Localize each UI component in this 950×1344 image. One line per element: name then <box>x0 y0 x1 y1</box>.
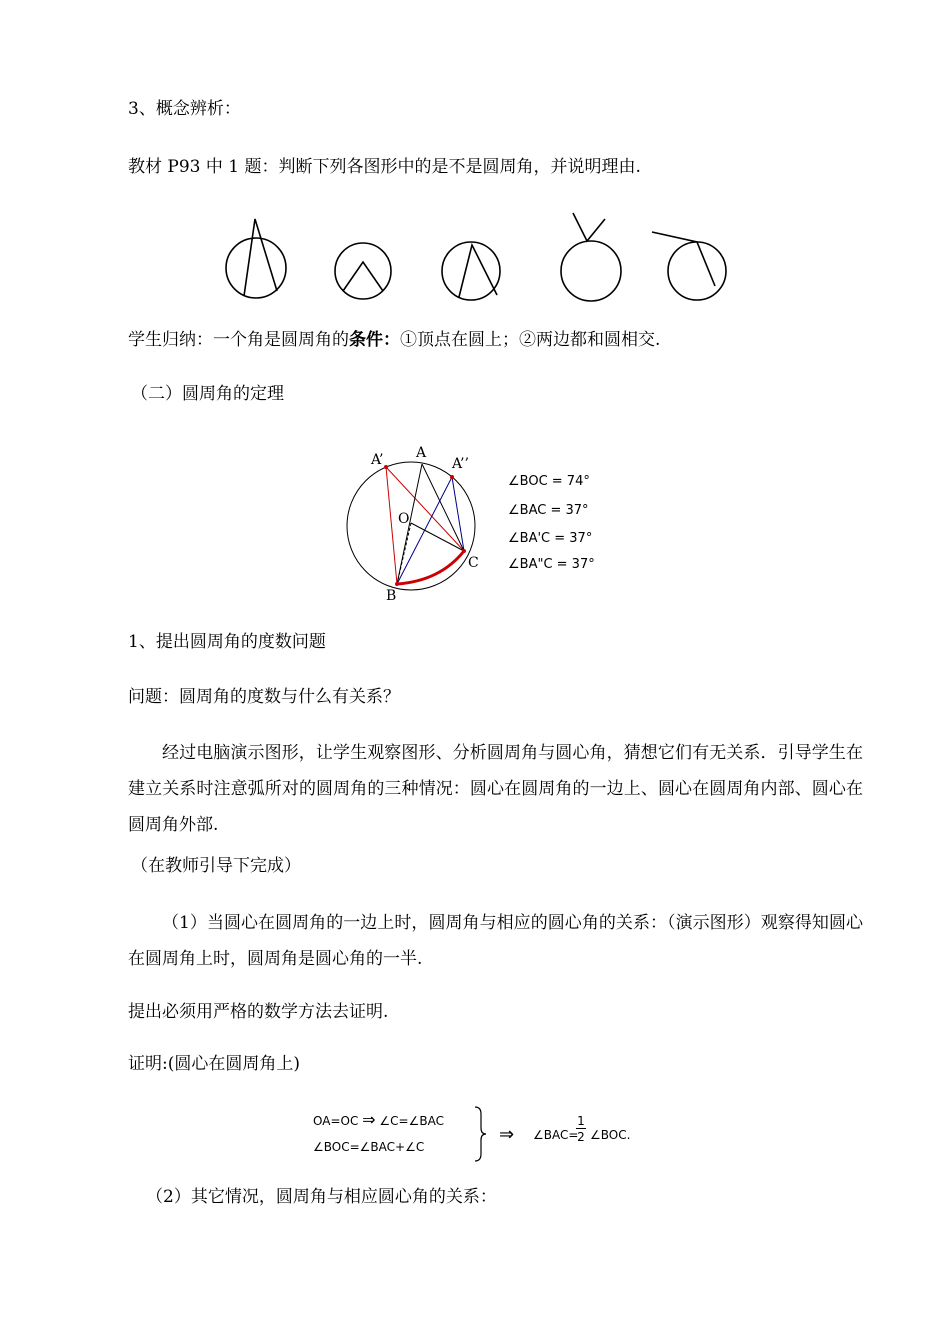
angle-judgement-figures <box>215 205 775 315</box>
conclusion-right: ∠BOC. <box>590 1128 631 1142</box>
proof-line1-left: OA=OC <box>313 1114 359 1128</box>
summary-rest: ①顶点在圆上；②两边都和圆相交. <box>400 330 661 350</box>
summary-prefix: 学生归纳：一个角是圆周角的 <box>128 330 349 350</box>
conclusion-left: ∠BAC= <box>533 1128 579 1142</box>
measure-ba-prime-c: ∠BA'C = 37° <box>508 531 593 546</box>
proof-line2: ∠BOC=∠BAC+∠C <box>313 1140 425 1154</box>
summary <box>128 328 660 352</box>
measure-boc: ∠BOC = 74° <box>508 474 590 489</box>
figure-5 <box>652 232 726 300</box>
label-a-double-prime: A’’ <box>452 456 469 472</box>
label-c: C <box>468 555 479 571</box>
teacher-guide: （在教师引导下完成） <box>131 856 301 876</box>
measure-bac: ∠BAC = 37° <box>508 503 589 518</box>
fraction <box>576 1114 586 1145</box>
right-brace <box>473 1106 487 1162</box>
label-o: O <box>398 511 410 527</box>
figure-1 <box>226 219 286 298</box>
case2-title: （2）其它情况，圆周角与相应圆心角的关系： <box>146 1187 497 1207</box>
label-b: B <box>386 588 397 603</box>
rigor-note: 提出必须用严格的数学方法去证明. <box>128 1002 389 1022</box>
label-a: A <box>416 445 427 461</box>
implies-arrow-1: ⇒ <box>362 1110 376 1129</box>
fraction-denominator: 2 <box>577 1130 585 1144</box>
proof-line1-right: ∠C=∠BAC <box>379 1114 444 1128</box>
summary-bold: 条件： <box>349 330 400 350</box>
measure-ba-double-prime-c: ∠BA"C = 37° <box>508 557 595 572</box>
heading-concept: 3、概念辨析： <box>128 99 241 119</box>
label-a-prime: A’ <box>371 452 384 468</box>
fraction-numerator: 1 <box>577 1114 585 1128</box>
proof-label: 证明:(圆心在圆周角上) <box>128 1054 300 1074</box>
section2-title: （二）圆周角的定理 <box>131 384 284 404</box>
inscribed-angle-diagram <box>340 443 610 603</box>
textbook-question: 教材 P93 中 1 题：判断下列各图形中的是不是圆周角，并说明理由. <box>128 157 641 177</box>
question: 问题：圆周角的度数与什么有关系？ <box>128 687 400 707</box>
implies-arrow-2: ⇒ <box>499 1124 515 1145</box>
figure-4 <box>561 213 621 301</box>
figure-3 <box>442 242 500 300</box>
step1-title: 1、提出圆周角的度数问题 <box>128 632 326 652</box>
proof-formula <box>313 1104 653 1164</box>
figure-2 <box>335 243 391 299</box>
paragraph-observation: 经过电脑演示图形，让学生观察图形、分析圆周角与圆心角，猜想它们有无关系．引导学生在建立关系时注意弧所对的圆周角的三种情况：圆心在圆周角的一边上、圆心在圆周角内部、圆心在圆周角外部. <box>128 743 863 835</box>
case1-paragraph: （1）当圆心在圆周角的一边上时，圆周角与相应的圆心角的关系：（演示图形）观察得知圆心在圆周角上时，圆周角是圆心角的一半. <box>128 913 863 969</box>
